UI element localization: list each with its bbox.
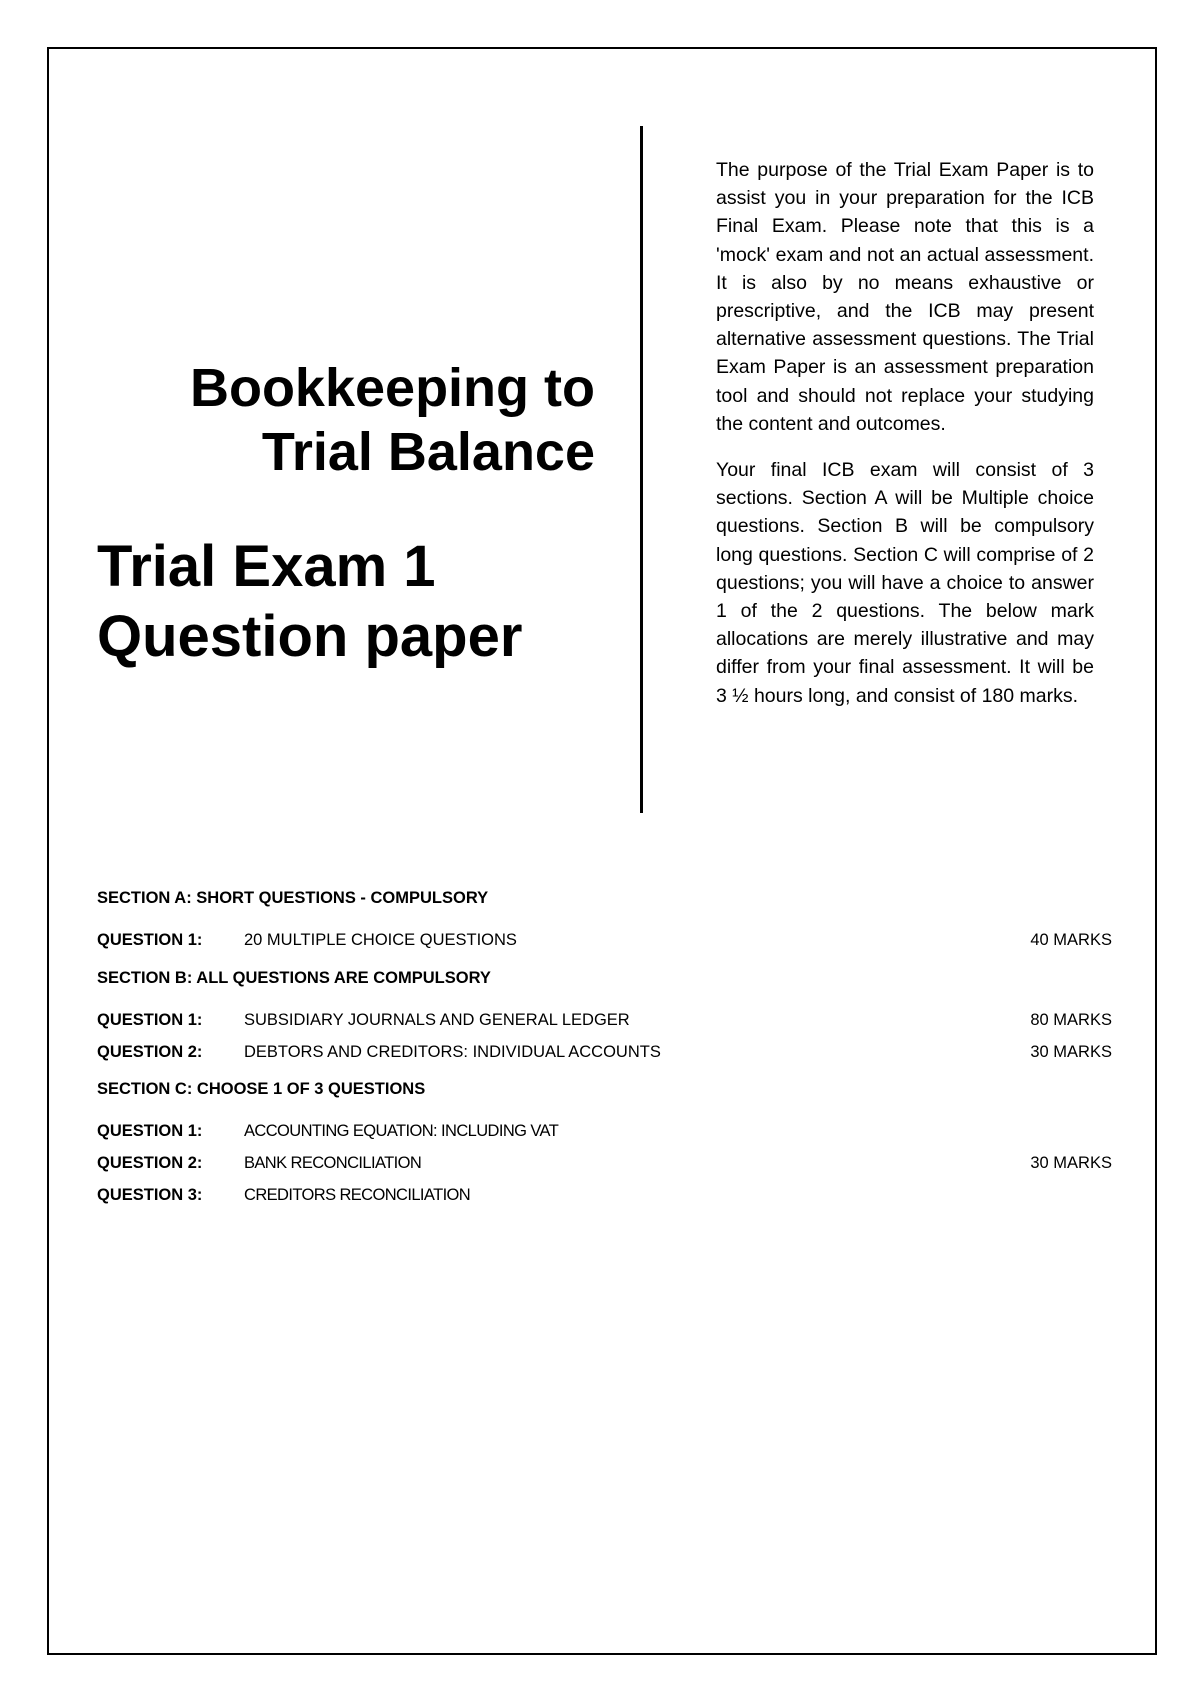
question-description: DEBTORS AND CREDITORS: INDIVIDUAL ACCOUNTS bbox=[244, 1043, 661, 1061]
question-number: QUESTION 1: bbox=[97, 1122, 203, 1140]
question-marks: 30 MARKS bbox=[1030, 1043, 1112, 1061]
paper-title-line-2: Question paper bbox=[97, 604, 523, 669]
question-row bbox=[97, 1153, 1112, 1173]
intro-text bbox=[716, 156, 1094, 728]
question-number: QUESTION 2: bbox=[97, 1043, 203, 1061]
question-description: CREDITORS RECONCILIATION bbox=[244, 1186, 471, 1204]
question-number: QUESTION 2: bbox=[97, 1154, 203, 1172]
question-description: BANK RECONCILIATION bbox=[244, 1154, 422, 1172]
paper-title bbox=[97, 532, 522, 672]
section-a-heading: SECTION A: SHORT QUESTIONS - COMPULSORY bbox=[97, 889, 489, 907]
course-title bbox=[190, 356, 595, 484]
question-marks: 80 MARKS bbox=[1030, 1011, 1112, 1029]
question-description: ACCOUNTING EQUATION: INCLUDING VAT bbox=[244, 1122, 559, 1140]
question-row bbox=[97, 1042, 1112, 1062]
question-row bbox=[97, 930, 1112, 950]
intro-paragraph-1: The purpose of the Trial Exam Paper is to assist you in your preparation for the ICB Final Exam. Please note that this is a 'mock' exam and not an actual assessment. It is also by no means exhaustive or prescriptive, and the ICB may present alternative assessment questions. The Trial Exam Paper is an assessment preparation tool and should not replace your studying the content and outcomes. bbox=[716, 159, 1094, 435]
question-marks: 40 MARKS bbox=[1030, 931, 1112, 949]
mark-allocation bbox=[97, 888, 1112, 1205]
question-row bbox=[97, 1121, 1112, 1141]
question-description: 20 MULTIPLE CHOICE QUESTIONS bbox=[244, 931, 517, 949]
course-title-line-2: Trial Balance bbox=[261, 422, 595, 482]
question-number: QUESTION 3: bbox=[97, 1186, 203, 1204]
question-row bbox=[97, 1185, 1112, 1205]
question-number: QUESTION 1: bbox=[97, 931, 203, 949]
question-description: SUBSIDIARY JOURNALS AND GENERAL LEDGER bbox=[244, 1011, 630, 1029]
paper-title-line-1: Trial Exam 1 bbox=[97, 534, 436, 599]
question-row bbox=[97, 1010, 1112, 1030]
question-marks: 30 MARKS bbox=[1030, 1154, 1112, 1172]
section-b-heading: SECTION B: ALL QUESTIONS ARE COMPULSORY bbox=[97, 969, 491, 987]
question-number: QUESTION 1: bbox=[97, 1011, 203, 1029]
section-c-heading: SECTION C: CHOOSE 1 OF 3 QUESTIONS bbox=[97, 1080, 426, 1098]
vertical-divider bbox=[640, 126, 643, 813]
course-title-line-1: Bookkeeping to bbox=[189, 358, 595, 418]
intro-paragraph-2: Your final ICB exam will consist of 3 sections. Section A will be Multiple choice questions. Section B will be compulsory long questions. Section C will comprise of 2 questions; you will have a choice to answer 1 of the 2 questions. The below mark allocations are merely illustrative and may differ from your final assessment. It will be 3 ½ hours long, and consist of 180 marks. bbox=[716, 459, 1094, 707]
